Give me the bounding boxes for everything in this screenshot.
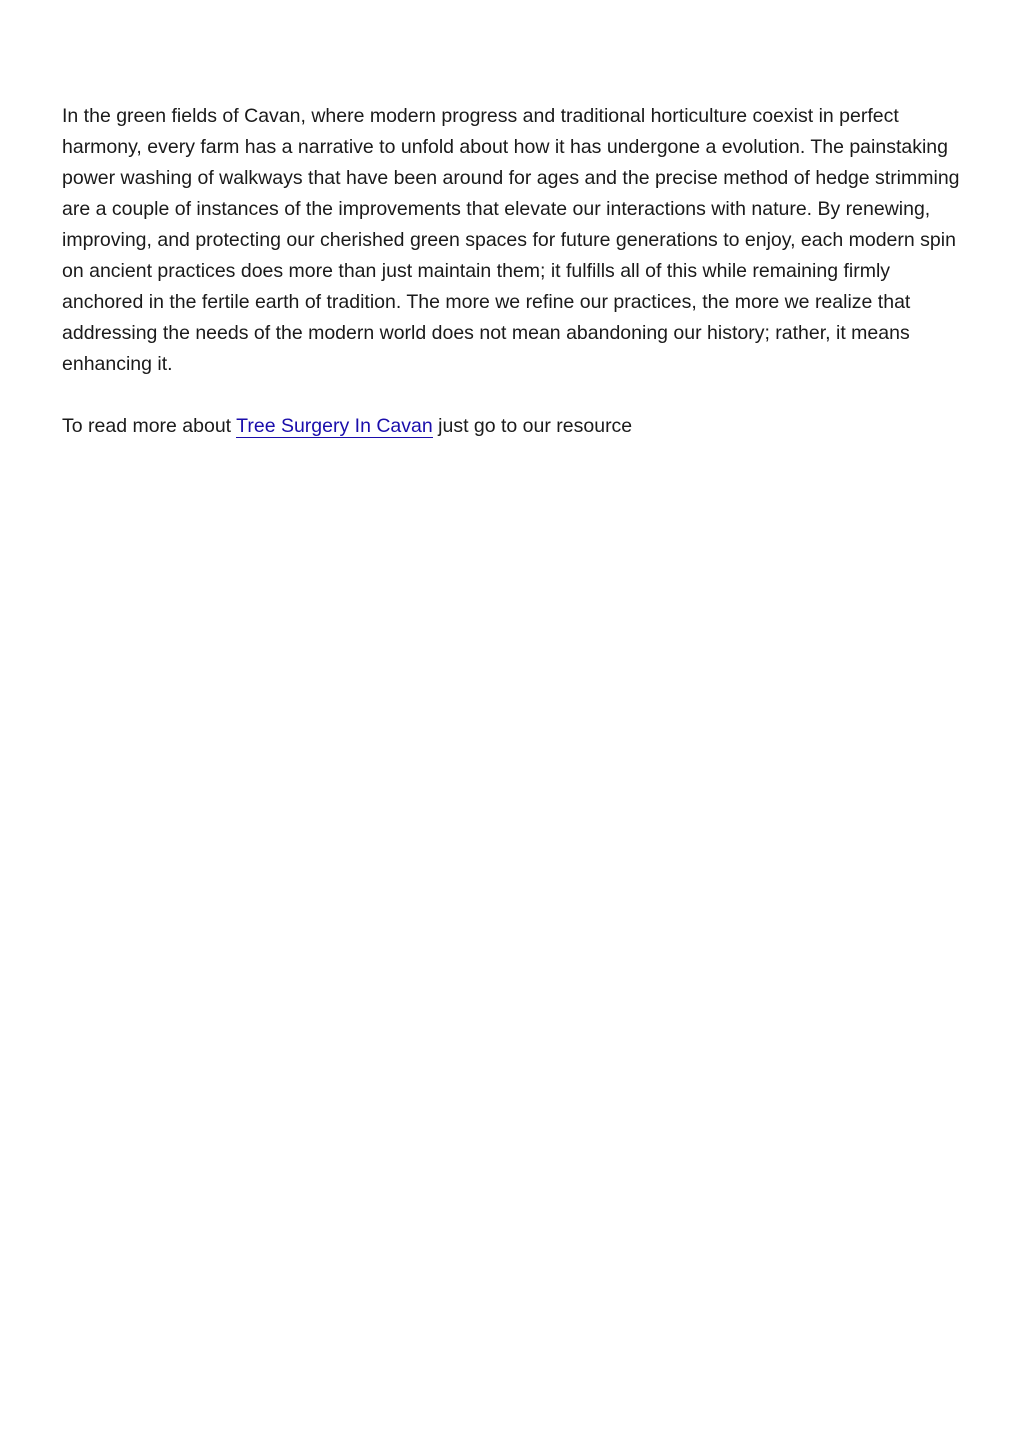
tree-surgery-link[interactable]: Tree Surgery In Cavan [236, 415, 433, 437]
document-body [62, 101, 962, 442]
body-paragraph: In the green fields of Cavan, where modern progress and traditional horticulture coexist in perfect harmony, every farm has a narrative to unfold about how it has undergone a evolution. The painstaking power washing of walkways that have been around for ages and the precise method of hedge strimming are a couple of instances of the improvements that elevate our interactions with nature. By renewing, improving, and protecting our cherished green spaces for future generations to enjoy, each modern spin on ancient practices does more than just maintain them; it fulfills all of this while remaining firmly anchored in the fertile earth of tradition. The more we refine our practices, the more we realize that addressing the needs of the modern world does not mean abandoning our history; rather, it means enhancing it. [62, 105, 960, 375]
resource-text-after: just go to our resource [432, 415, 633, 437]
resource-text-before: To read more about [62, 415, 237, 437]
resource-paragraph [62, 411, 962, 442]
